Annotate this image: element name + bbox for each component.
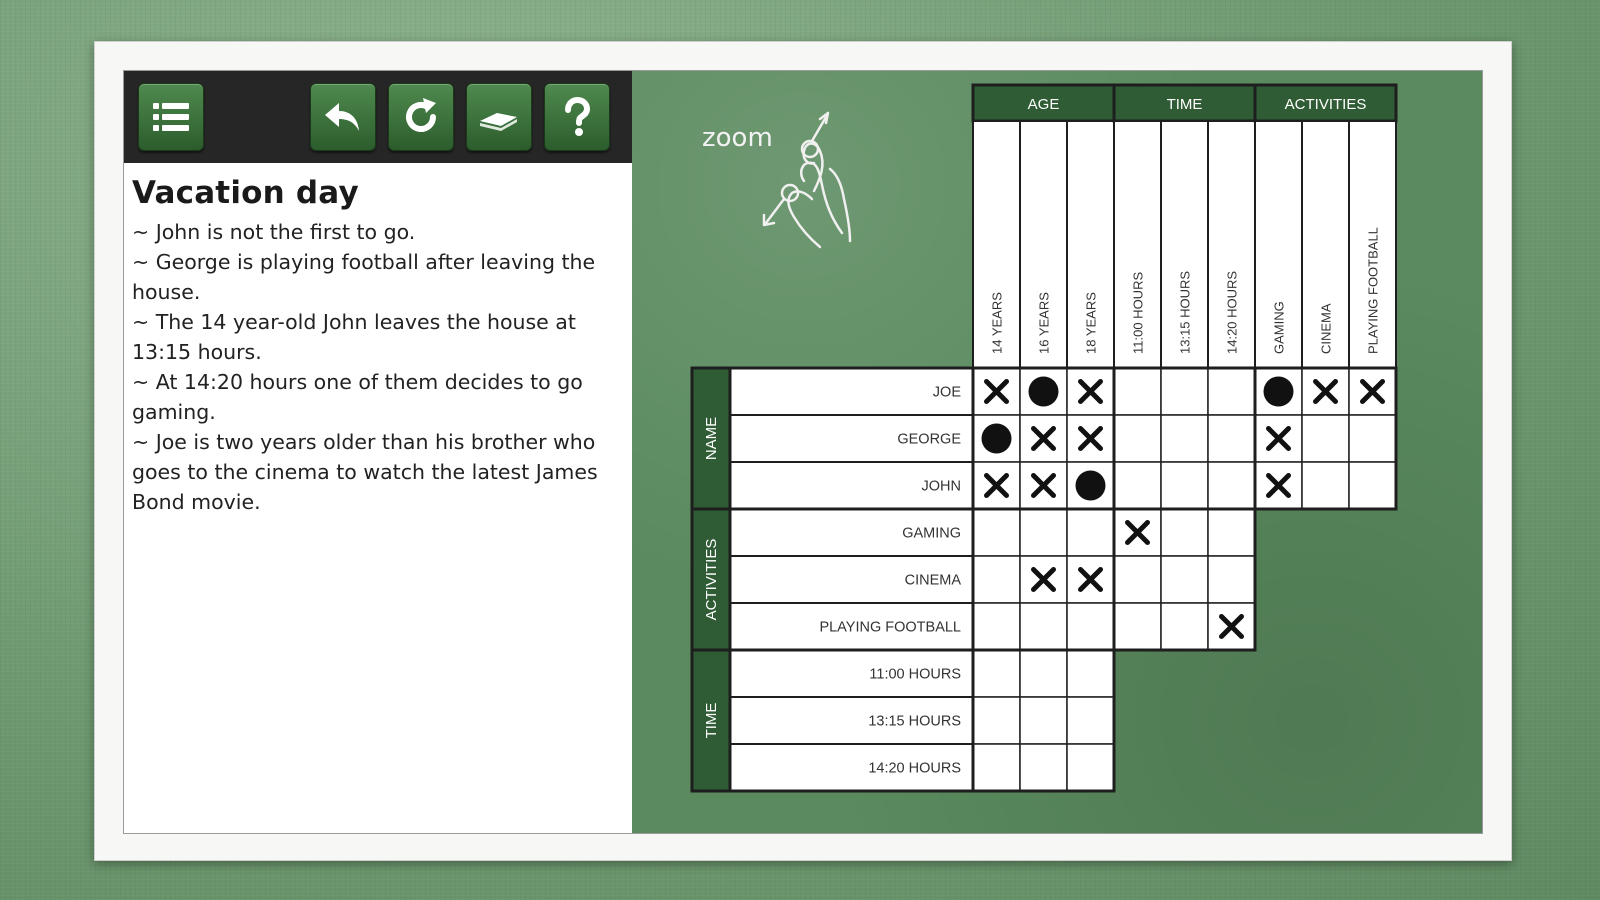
grid-cell[interactable]	[1349, 415, 1396, 462]
help-button[interactable]	[544, 83, 610, 151]
row-label: 13:15 HOURS	[868, 713, 961, 730]
clue-5: ~ Joe is two years older than his brother who goes to the cinema to watch the latest James Bond movie.	[132, 430, 598, 514]
row-group-title: TIME	[703, 702, 720, 739]
list-icon	[149, 95, 193, 139]
toolbar	[124, 71, 632, 163]
column-label: 14 YEARS	[989, 292, 1005, 354]
row-group-time	[692, 650, 730, 791]
dot-mark	[1264, 377, 1294, 407]
menu-button[interactable]	[138, 83, 204, 151]
grid-cell[interactable]	[1302, 462, 1349, 509]
column-label: GAMING	[1271, 301, 1287, 354]
clue-2: ~ George is playing football after leaving the house.	[132, 250, 596, 304]
grid-cell[interactable]	[1114, 603, 1161, 650]
grid-area	[632, 71, 1482, 833]
row-group-title: ACTIVITIES	[703, 538, 720, 621]
grid-cell[interactable]	[1208, 509, 1255, 556]
grid-cell[interactable]	[1020, 509, 1067, 556]
row-label: GAMING	[902, 525, 961, 542]
row-label: JOE	[932, 384, 961, 401]
grid-cell[interactable]	[1161, 509, 1208, 556]
clue-1: ~ John is not the first to go.	[132, 220, 416, 244]
refresh-icon	[399, 95, 443, 139]
grid-cell[interactable]	[1302, 415, 1349, 462]
column-label: 11:00 HOURS	[1130, 271, 1146, 354]
grid-cell[interactable]	[1067, 650, 1114, 697]
question-icon	[555, 95, 599, 139]
row-label: PLAYING FOOTBALL	[819, 619, 961, 636]
column-label: 14:20 HOURS	[1224, 270, 1240, 354]
grid-cell[interactable]	[1161, 556, 1208, 603]
grid-cell[interactable]	[1067, 744, 1114, 791]
dot-mark	[1029, 377, 1059, 407]
row-label: CINEMA	[904, 572, 961, 589]
column-label: PLAYING FOOTBALL	[1365, 227, 1381, 354]
column-label: 16 YEARS	[1036, 292, 1052, 354]
grid-cell[interactable]	[1161, 415, 1208, 462]
restart-button[interactable]	[388, 83, 454, 151]
puzzle-title: Vacation day	[132, 175, 359, 211]
grid-cell[interactable]	[1067, 509, 1114, 556]
grid-cell[interactable]	[1020, 697, 1067, 744]
grid-cell[interactable]	[973, 697, 1020, 744]
grid-cell[interactable]	[1114, 556, 1161, 603]
column-label: 13:15 HOURS	[1177, 270, 1193, 354]
open-book-icon	[477, 95, 521, 139]
row-label: 11:00 HOURS	[869, 666, 961, 683]
zoom-label: zoom	[702, 123, 773, 153]
row-label: GEORGE	[897, 431, 961, 448]
column-label: CINEMA	[1318, 303, 1334, 354]
column-group-title: AGE	[1027, 96, 1060, 113]
row-group-name	[692, 368, 730, 509]
grid-cell[interactable]	[1161, 603, 1208, 650]
logic-grid	[632, 71, 1482, 833]
grid-cell[interactable]	[1020, 744, 1067, 791]
grid-cell[interactable]	[973, 603, 1020, 650]
column-group-title: TIME	[1166, 96, 1203, 113]
notes-button[interactable]	[466, 83, 532, 151]
grid-cell[interactable]	[973, 556, 1020, 603]
row-label: JOHN	[921, 478, 961, 495]
grid-cell[interactable]	[1208, 415, 1255, 462]
column-group-age	[973, 85, 1114, 121]
grid-cell[interactable]	[1020, 650, 1067, 697]
grid-cell[interactable]	[1114, 462, 1161, 509]
column-group-time	[1114, 85, 1255, 121]
game-card	[94, 41, 1512, 861]
grid-cell[interactable]	[1161, 462, 1208, 509]
undo-icon	[321, 95, 365, 139]
row-label: 14:20 HOURS	[868, 760, 961, 777]
grid-cell[interactable]	[1114, 415, 1161, 462]
grid-cell[interactable]	[1067, 697, 1114, 744]
game-board	[123, 70, 1483, 834]
column-label: 18 YEARS	[1083, 292, 1099, 354]
clue-4: ~ At 14:20 hours one of them decides to go gaming.	[132, 370, 583, 424]
undo-button[interactable]	[310, 83, 376, 151]
grid-cell[interactable]	[1208, 462, 1255, 509]
column-group-activities	[1255, 85, 1396, 121]
grid-cell[interactable]	[1161, 368, 1208, 415]
grid-cell[interactable]	[1067, 603, 1114, 650]
grid-cell[interactable]	[973, 650, 1020, 697]
row-group-title: NAME	[703, 416, 720, 461]
grid-cell[interactable]	[1208, 556, 1255, 603]
grid-cell[interactable]	[1114, 368, 1161, 415]
column-group-title: ACTIVITIES	[1284, 96, 1367, 113]
grid-cell[interactable]	[973, 509, 1020, 556]
grid-cell[interactable]	[1208, 368, 1255, 415]
story-text	[132, 175, 622, 517]
clue-panel	[124, 71, 632, 833]
grid-cell[interactable]	[1349, 462, 1396, 509]
row-group-activities	[692, 509, 730, 650]
grid-cell[interactable]	[1020, 603, 1067, 650]
dot-mark	[982, 424, 1012, 454]
grid-cell[interactable]	[973, 744, 1020, 791]
clue-3: ~ The 14 year-old John leaves the house at 13:15 hours.	[132, 310, 576, 364]
dot-mark	[1076, 471, 1106, 501]
